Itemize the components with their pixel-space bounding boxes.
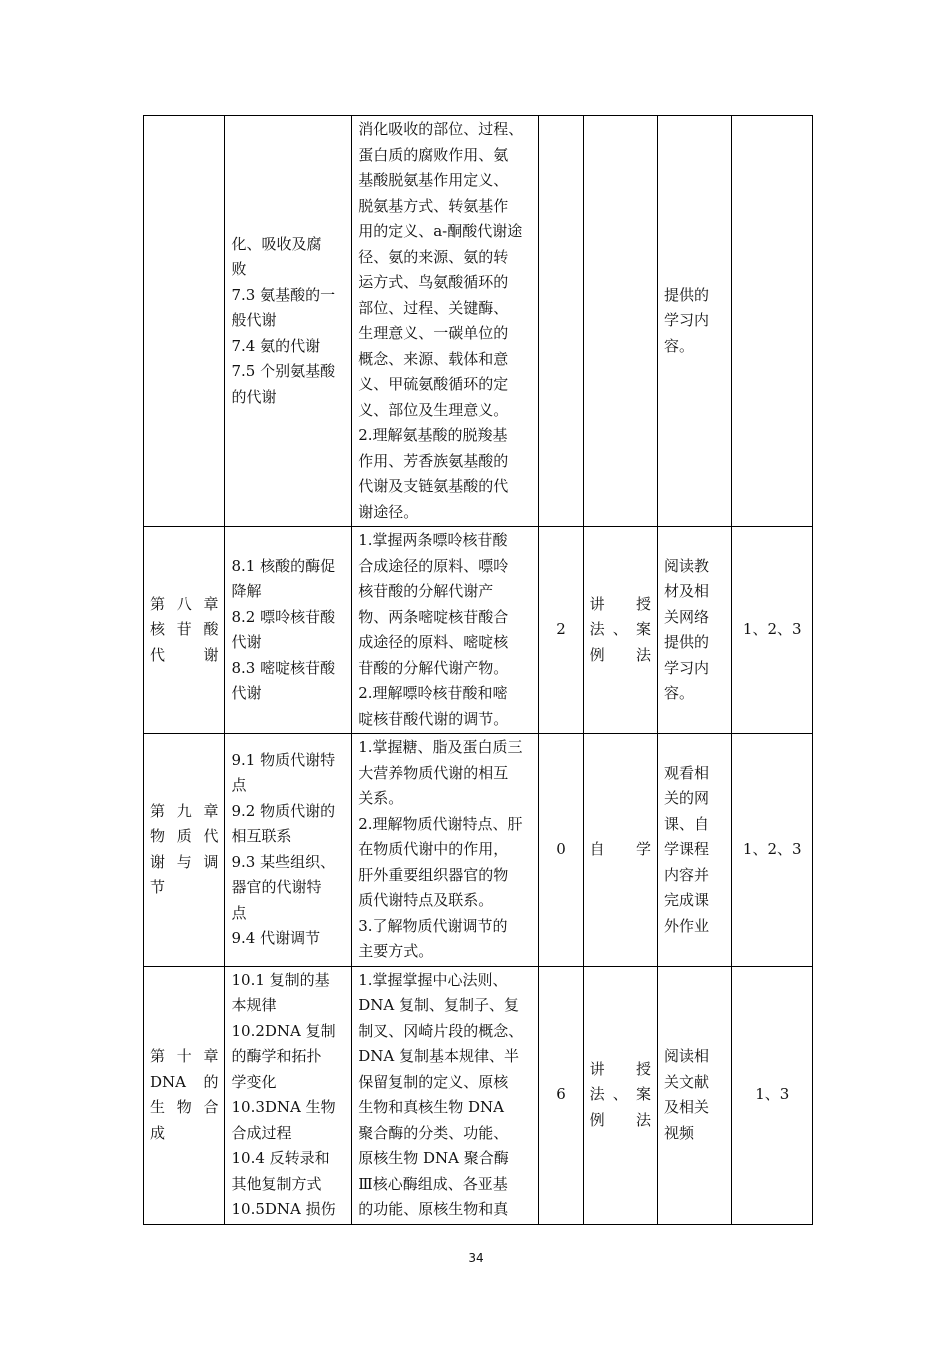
objectives-line: 的功能、原核生物和真 — [358, 1200, 509, 1218]
objectives-line: 核苷酸的分解代谢产 — [358, 582, 494, 600]
method-cell — [583, 116, 657, 527]
objectives-line: 质代谢特点及联系。 — [358, 891, 494, 909]
objectives-line: 2.理解物质代谢特点、肝 — [358, 814, 523, 833]
sections-line: 本规律 — [231, 996, 277, 1014]
study-cell — [658, 116, 732, 527]
objectives-line: 1.掌握两条嘌呤核苷酸 — [358, 531, 508, 549]
objectives-line: 生物和真核生物 DNA — [358, 1098, 504, 1116]
sections-line: 器官的代谢特 — [231, 878, 322, 897]
table-row — [144, 116, 813, 527]
objectives-cell — [352, 116, 539, 527]
objectives-line: 2.理解氨基酸的脱羧基 — [358, 426, 508, 444]
chapter-line: 节 — [150, 878, 166, 897]
sections-line: 代谢 — [231, 684, 262, 702]
objectives-line: 3.了解物质代谢调节的 — [358, 916, 508, 935]
method-line: 例法 — [589, 645, 652, 664]
objectives-line: 义、部位及生理意义。 — [358, 400, 509, 419]
objectives-line: 代谢及支链氨基酸的代 — [358, 477, 509, 495]
sections-line: 9.2 物质代谢的 — [231, 801, 336, 820]
hours-cell — [539, 116, 583, 527]
goals-cell — [732, 734, 813, 967]
method-cell — [583, 966, 657, 1224]
sections-line: 点 — [231, 903, 247, 922]
study-line: 容。 — [664, 684, 695, 702]
table-row — [144, 966, 813, 1224]
study-line: 材及相 — [664, 582, 710, 600]
objectives-line: 生理意义、一碳单位的 — [358, 324, 509, 342]
hours-value: 0 — [556, 840, 566, 858]
sections-line: 合成过程 — [231, 1123, 292, 1142]
study-line: 阅读相 — [664, 1047, 710, 1065]
objectives-line: 义、甲硫氨酸循环的定 — [358, 375, 509, 393]
method-line: 讲 授 — [589, 594, 652, 613]
objectives-line: 物、两条嘧啶核苷酸合 — [358, 607, 509, 626]
objectives-cell — [352, 734, 539, 967]
objectives-line: 肝外重要组织器官的物 — [358, 865, 509, 884]
study-line: 关网络 — [664, 607, 710, 626]
objectives-line: 径、氨的来源、氨的转 — [358, 247, 509, 266]
syllabus-table — [143, 115, 813, 1225]
chapter-line: 物质代 — [150, 827, 219, 846]
method-line: 法、案 — [589, 620, 652, 639]
hours-cell — [539, 734, 583, 967]
objectives-line: 1.掌握糖、脂及蛋白质三 — [358, 738, 523, 756]
study-line: 内容并 — [664, 865, 710, 884]
study-line: 观看相 — [664, 763, 710, 782]
study-line: 学课程 — [664, 840, 710, 858]
chapter-line: 第九章 — [150, 801, 219, 820]
goals-value: 1、2、3 — [742, 840, 802, 858]
sections-line: 相互联系 — [231, 827, 292, 846]
study-line: 容。 — [664, 336, 695, 355]
method-line: 法、案 — [589, 1085, 652, 1104]
sections-line: 学变化 — [231, 1072, 277, 1091]
hours-cell — [539, 966, 583, 1224]
chapter-line: DNA 的 — [150, 1072, 219, 1091]
sections-line: 9.1 物质代谢特 — [231, 750, 336, 769]
objectives-line: 消化吸收的部位、过程、 — [358, 120, 524, 138]
study-line: 学习内 — [664, 311, 710, 330]
study-line: 外作业 — [664, 916, 710, 935]
sections-cell — [225, 734, 352, 967]
sections-line: 10.2DNA 复制 — [231, 1021, 336, 1040]
objectives-line: 苷酸的分解代谢产物。 — [358, 658, 509, 677]
chapter-line: 第十章 — [150, 1047, 219, 1065]
objectives-line: 制叉、冈崎片段的概念、 — [358, 1021, 524, 1040]
objectives-line: 谢途径。 — [358, 502, 419, 521]
chapter-cell — [144, 116, 225, 527]
sections-line: 8.1 核酸的酶促 — [231, 556, 336, 575]
objectives-line: 蛋白质的腐败作用、氨 — [358, 145, 509, 164]
objectives-line: 部位、过程、关键酶、 — [358, 298, 509, 317]
objectives-cell — [352, 966, 539, 1224]
goals-value: 1、2、3 — [742, 620, 802, 639]
objectives-line: 原核生物 DNA 聚合酶 — [358, 1149, 509, 1167]
chapter-line: 谢与调 — [150, 852, 219, 871]
study-line: 课、自 — [664, 814, 710, 833]
chapter-cell — [144, 527, 225, 734]
sections-line: 点 — [231, 776, 247, 795]
objectives-line: 大营养物质代谢的相互 — [358, 763, 509, 782]
chapter-line: 生物合 — [150, 1098, 219, 1116]
sections-line: 10.4 反转录和 — [231, 1149, 330, 1167]
sections-line: 的代谢 — [231, 387, 277, 406]
sections-cell — [225, 966, 352, 1224]
chapter-line: 核苷酸 — [150, 620, 219, 639]
objectives-line: 用的定义、a-酮酸代谢途 — [358, 222, 523, 240]
sections-line: 8.3 嘧啶核苷酸 — [231, 658, 336, 677]
hours-value: 2 — [556, 620, 566, 639]
objectives-line: 在物质代谢中的作用， — [358, 840, 509, 858]
objectives-line: 成途径的原料、嘧啶核 — [358, 633, 509, 651]
objectives-line: 2.理解嘌呤核苷酸和嘧 — [358, 684, 508, 702]
objectives-line: 1.掌握掌握中心法则、 — [358, 970, 508, 989]
sections-line: 9.4 代谢调节 — [231, 929, 321, 948]
hours-value: 6 — [556, 1085, 566, 1104]
page-number: 34 — [468, 1251, 484, 1265]
sections-line: 10.5DNA 损伤 — [231, 1200, 336, 1218]
study-line: 及相关 — [664, 1098, 710, 1116]
sections-line: 9.3 某些组织、 — [231, 852, 336, 871]
objectives-line: 保留复制的定义、原核 — [358, 1072, 509, 1091]
objectives-line: 概念、来源、载体和意 — [358, 349, 509, 368]
study-line: 关文献 — [664, 1072, 710, 1091]
sections-line: 10.3DNA 生物 — [231, 1098, 336, 1116]
study-cell — [658, 734, 732, 967]
sections-line: 7.5 个别氨基酸 — [231, 362, 336, 381]
sections-line: 7.3 氨基酸的一 — [231, 285, 336, 304]
chapter-line: 第八章 — [150, 594, 219, 613]
goals-cell — [732, 966, 813, 1224]
objectives-line: 主要方式。 — [358, 942, 434, 960]
study-line: 完成课 — [664, 891, 710, 909]
objectives-line: 作用、芳香族氨基酸的 — [358, 451, 509, 470]
study-line: 提供的 — [664, 285, 710, 304]
chapter-cell — [144, 734, 225, 967]
method-line: 讲 授 — [589, 1059, 652, 1078]
objectives-line: DNA 复制基本规律、半 — [358, 1047, 519, 1065]
sections-line: 化、吸收及腐 — [231, 234, 322, 253]
objectives-line: 运方式、鸟氨酸循环的 — [358, 273, 509, 291]
chapter-cell — [144, 966, 225, 1224]
study-line: 提供的 — [664, 633, 710, 651]
objectives-line: 脱氨基方式、转氨基作 — [358, 196, 509, 215]
goals-cell — [732, 527, 813, 734]
objectives-cell — [352, 527, 539, 734]
sections-cell — [225, 116, 352, 527]
objectives-line: 基酸脱氨基作用定义、 — [358, 171, 509, 189]
chapter-line: 代谢 — [150, 645, 219, 664]
sections-line: 的酶学和拓扑 — [231, 1047, 322, 1065]
sections-line: 降解 — [231, 582, 262, 600]
table-row — [144, 734, 813, 967]
hours-cell — [539, 527, 583, 734]
study-line: 阅读教 — [664, 556, 710, 575]
objectives-line: 聚合酶的分类、功能、 — [358, 1123, 509, 1142]
objectives-line: 啶核苷酸代谢的调节。 — [358, 709, 509, 728]
objectives-line: 合成途径的原料、嘌呤 — [358, 556, 509, 575]
objectives-line: Ⅲ核心酶组成、各亚基 — [358, 1174, 508, 1193]
objectives-line: 关系。 — [358, 789, 404, 807]
sections-line: 10.1 复制的基 — [231, 970, 330, 989]
objectives-line: DNA 复制、复制子、复 — [358, 996, 519, 1014]
method-cell — [583, 734, 657, 967]
chapter-line: 成 — [150, 1123, 166, 1142]
study-line: 视频 — [664, 1123, 695, 1142]
sections-line: 败 — [231, 260, 247, 279]
sections-line: 7.4 氨的代谢 — [231, 336, 321, 355]
study-cell — [658, 527, 732, 734]
method-cell — [583, 527, 657, 734]
sections-line: 代谢 — [231, 633, 262, 651]
sections-line: 其他复制方式 — [231, 1174, 322, 1193]
goals-cell — [732, 116, 813, 527]
sections-line: 般代谢 — [231, 311, 277, 330]
study-cell — [658, 966, 732, 1224]
study-line: 学习内 — [664, 658, 710, 677]
goals-value: 1、3 — [755, 1085, 790, 1104]
sections-line: 8.2 嘌呤核苷酸 — [231, 607, 336, 626]
method-line: 例法 — [589, 1110, 652, 1129]
method-line: 自学 — [589, 840, 652, 858]
sections-cell — [225, 527, 352, 734]
study-line: 关的网 — [664, 789, 710, 807]
table-row — [144, 527, 813, 734]
